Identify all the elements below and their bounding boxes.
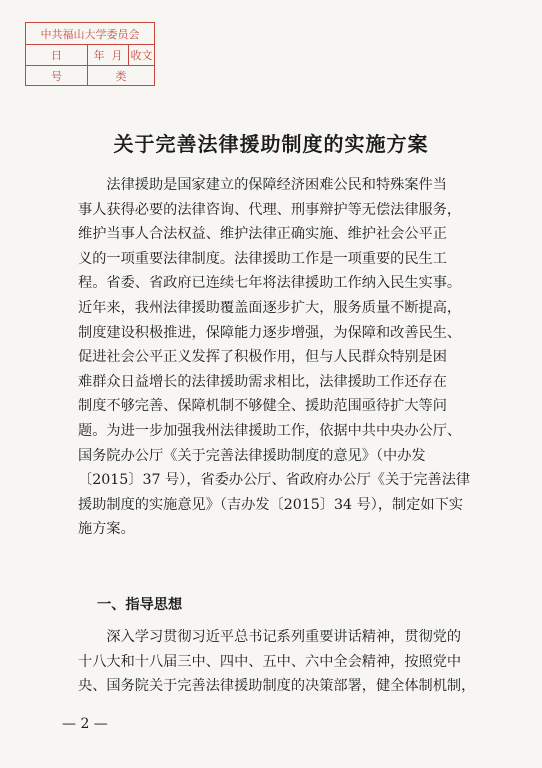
paragraph-line: 促进社会公平正义发挥了积极作用，但与人民群众特别是困 — [78, 349, 447, 366]
paragraph-line: 深入学习贯彻习近平总书记系列重要讲话精神，贯彻党的 — [78, 629, 462, 645]
stamp-received-cell: 收文 — [128, 44, 154, 65]
stamp-org: 中共福山大学委员会 — [40, 27, 140, 41]
paragraph-line: 〔2015〕37 号），省委办公厅、省政府办公厅《关于完善法律 — [78, 472, 471, 489]
paragraph-guiding-ideology — [78, 625, 484, 699]
section-heading: 一、指导思想 — [97, 597, 183, 613]
paragraph-line: 制度建设积极推进，保障能力逐步增强，为保障和改善民生、 — [78, 324, 462, 341]
paragraph-line: 题。为进一步加强我州法律援助工作，依据中共中央办公厅、 — [78, 422, 462, 439]
paragraph-line: 义的一项重要法律制度。法律援助工作是一项重要的民生工 — [78, 250, 447, 267]
paragraph-line: 近年来，我州法律援助覆盖面逐步扩大，服务质量不断提高， — [78, 299, 462, 316]
paragraph-line: 维护当事人合法权益、维护法律正确实施、维护社会公平正 — [78, 226, 447, 243]
receipt-stamp — [25, 22, 155, 86]
paragraph-line: 施方案。 — [78, 521, 135, 538]
document-title: 关于完善法律援助制度的实施方案 — [113, 132, 429, 156]
paragraph-intro — [78, 173, 484, 542]
stamp-number-cell: 号 — [26, 65, 88, 86]
stamp-date-cell: 年 月 — [93, 48, 123, 62]
paragraph-line: 难群众日益增长的法律援助需求相比，法律援助工作还存在 — [78, 373, 447, 390]
paragraph-line: 央、国务院关于完善法律援助制度的决策部署，健全体制机制， — [78, 678, 476, 695]
paragraph-line: 程。省委、省政府已连续七年将法律援助工作纳入民生实事。 — [78, 275, 462, 292]
stamp-day-cell: 日 — [26, 44, 88, 65]
paragraph-line: 制度不够完善、保障机制不够健全、援助范围亟待扩大等问 — [78, 398, 447, 415]
stamp-category-cell: 类 — [115, 69, 127, 83]
page-number: — 2 — — [62, 716, 108, 732]
paragraph-line: 法律援助是国家建立的保障经济困难公民和特殊案件当 — [78, 177, 447, 193]
paragraph-line: 十八大和十八届三中、四中、五中、六中全会精神，按照党中 — [78, 653, 462, 670]
paragraph-line: 援助制度的实施意见》（吉办发〔2015〕34 号），制定如下实 — [78, 496, 463, 513]
paragraph-line: 事人获得必要的法律咨询、代理、刑事辩护等无偿法律服务， — [78, 201, 462, 218]
paragraph-line: 国务院办公厅《关于完善法律援助制度的意见》（中办发 — [78, 447, 426, 464]
